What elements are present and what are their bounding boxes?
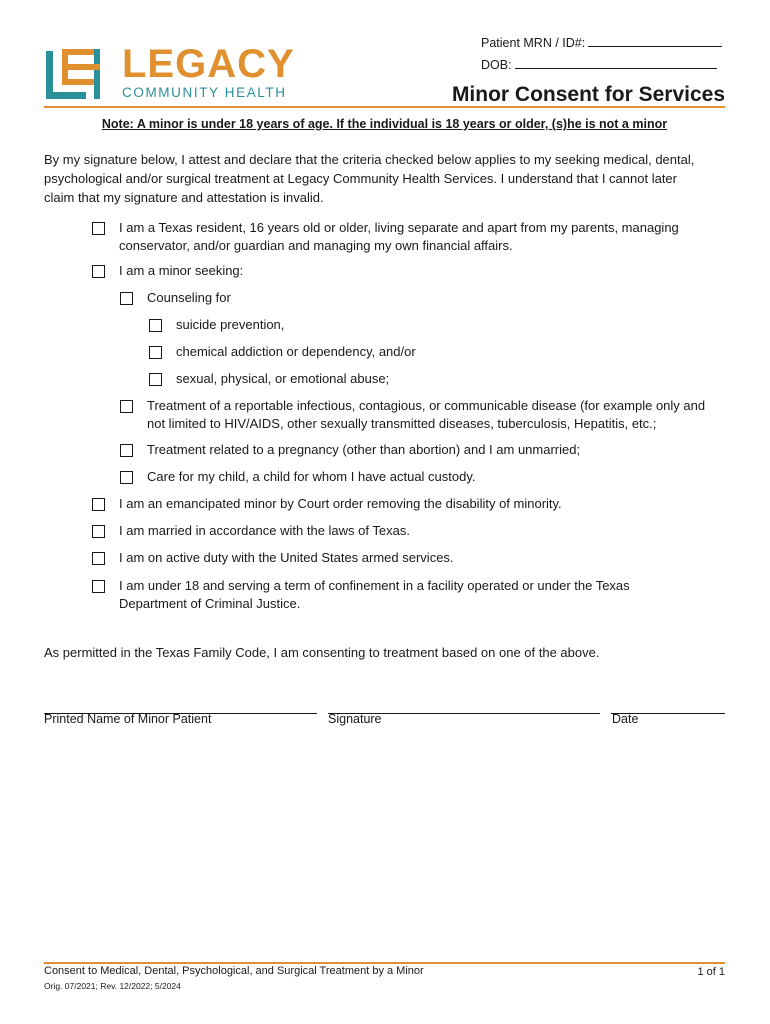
option-checkbox-chemical-addiction[interactable] <box>149 346 162 359</box>
option-checkbox-suicide-prevention[interactable] <box>149 319 162 332</box>
logo-subtitle: COMMUNITY HEALTH <box>122 85 287 100</box>
option-checkbox-texas-resident[interactable] <box>92 222 105 235</box>
option-checkbox-child-care[interactable] <box>120 471 133 484</box>
option-active-duty: I am on active duty with the United States armed services. <box>119 550 454 565</box>
option-abuse: sexual, physical, or emotional abuse; <box>176 371 390 386</box>
mrn-input-line[interactable] <box>588 34 722 47</box>
signature-label: Signature <box>328 712 382 726</box>
header-divider <box>44 106 725 108</box>
printed-name-label: Printed Name of Minor Patient <box>44 712 212 726</box>
legacy-logo-icon <box>44 45 104 103</box>
mrn-field[interactable] <box>481 34 722 50</box>
option-checkbox-counseling[interactable] <box>120 292 133 305</box>
dob-label: DOB: <box>481 58 512 72</box>
option-pregnancy: Treatment related to a pregnancy (other than abortion) and I am unmarried; <box>147 442 581 457</box>
option-child-care: Care for my child, a child for whom I have actual custody. <box>147 469 476 484</box>
option-checkbox-emancipated[interactable] <box>92 498 105 511</box>
option-confinement: I am under 18 and serving a term of confinement in a facility operated or under the Texas Department of Criminal Justice. <box>119 578 630 611</box>
dob-input-line[interactable] <box>515 56 717 69</box>
option-checkbox-married[interactable] <box>92 525 105 538</box>
minor-age-note: Note: A minor is under 18 years of age. If the individual is 18 years or older, (s)he is not a minor <box>101 117 668 131</box>
mrn-label: Patient MRN / ID#: <box>481 36 586 50</box>
option-minor-seeking: I am a minor seeking: <box>119 263 244 278</box>
option-infectious-disease: Treatment of a reportable infectious, contagious, or communicable disease (for example only and not limited to HIV/AIDS, other sexually transmitted diseases, tuberculosis, Hepatitis, etc.; <box>147 398 706 431</box>
option-checkbox-active-duty[interactable] <box>92 552 105 565</box>
page-number: 1 of 1 <box>697 966 725 978</box>
footer-divider <box>44 962 725 964</box>
footer-form-title: Consent to Medical, Dental, Psychological, and Surgical Treatment by a Minor <box>44 965 424 977</box>
option-married: I am married in accordance with the laws of Texas. <box>119 523 410 538</box>
closing-statement: As permitted in the Texas Family Code, I am consenting to treatment based on one of the above. <box>44 645 600 660</box>
option-checkbox-abuse[interactable] <box>149 373 162 386</box>
option-checkbox-infectious-disease[interactable] <box>120 400 133 413</box>
dob-field[interactable] <box>481 56 717 72</box>
option-chemical-addiction: chemical addiction or dependency, and/or <box>176 344 416 359</box>
page-title: Minor Consent for Services <box>451 83 725 106</box>
intro-paragraph: By my signature below, I attest and declare that the criteria checked below applies to my seeking medical, dental, psychological and/or surgical treatment at Legacy Community Health Services. I understand that I cannot later claim that my signature and attestation is invalid. <box>44 152 695 205</box>
date-label: Date <box>612 712 639 726</box>
option-checkbox-minor-seeking[interactable] <box>92 265 105 278</box>
logo-wordmark: LEGACY <box>122 42 295 86</box>
footer-revision: Orig. 07/2021; Rev. 12/2022; 5/2024 <box>44 981 181 991</box>
option-checkbox-pregnancy[interactable] <box>120 444 133 457</box>
option-suicide-prevention: suicide prevention, <box>176 317 285 332</box>
option-checkbox-confinement[interactable] <box>92 580 105 593</box>
option-emancipated: I am an emancipated minor by Court order removing the disability of minority. <box>119 496 562 511</box>
option-texas-resident: I am a Texas resident, 16 years old or older, living separate and apart from my parents, managing conservator, and/or guardian and managing my own financial affairs. <box>119 220 679 253</box>
option-counseling: Counseling for <box>147 290 231 305</box>
